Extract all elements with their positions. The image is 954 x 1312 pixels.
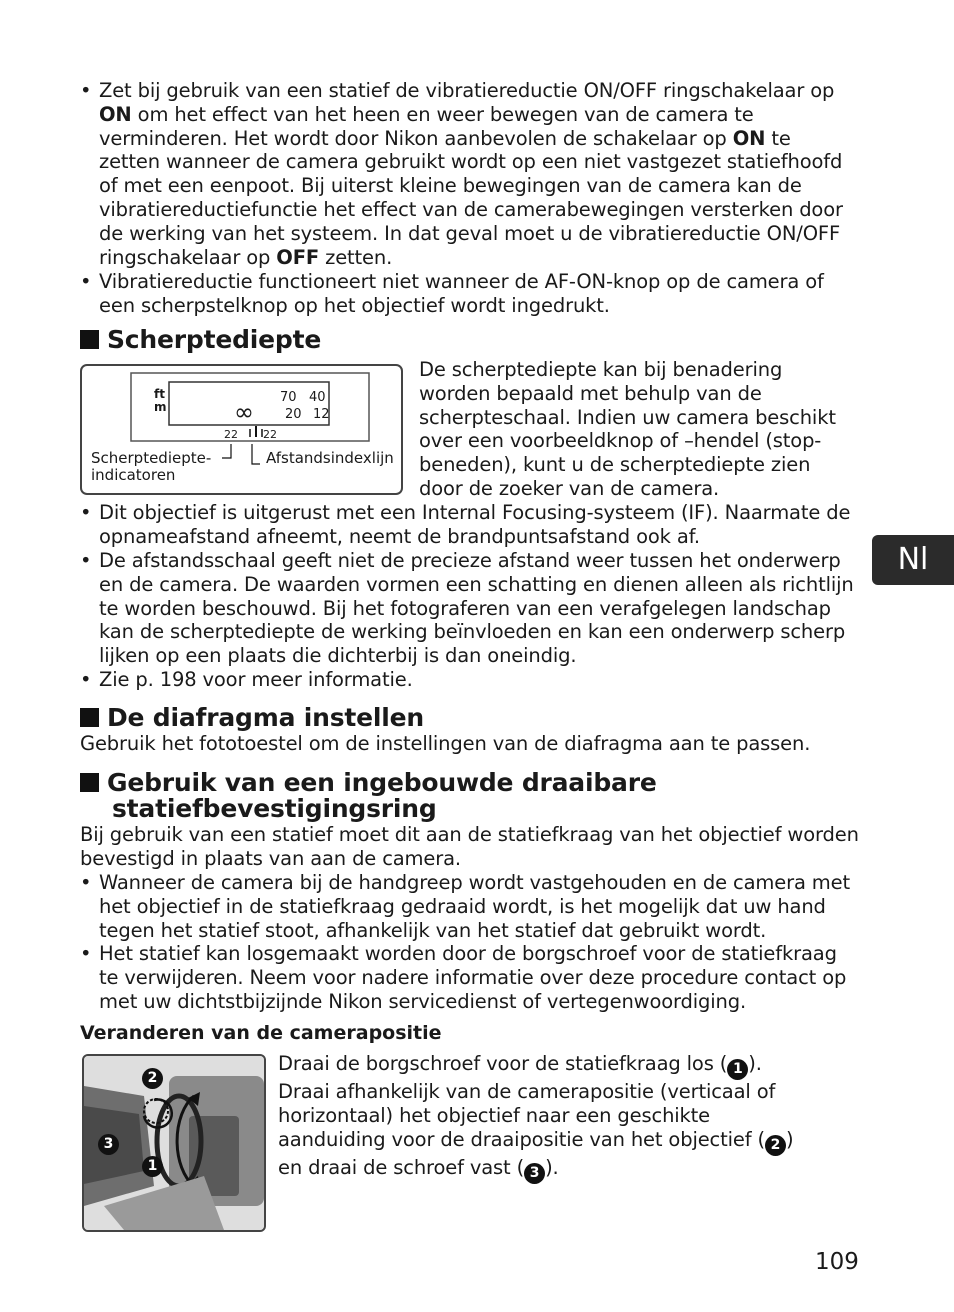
aperture-paragraph: Gebruik het fototoestel om de instellingen van de diafragma aan te passen. [80,732,811,755]
bullet-text: te zetten wanneer de camera gebruikt wordt op een niet vastgezet statiefhoofd of met een eenpoot. Bij uiterst kleine bewegingen van de camera kan de vibratiereductiefunctie het effect van de camerabewegingen versterken door de werking van het systeem. In dat geval moet u de vibratiereductie ON/OFF ringschakelaar op [99,126,843,269]
bullet-text: Zie p. 198 voor meer informatie. [99,668,413,691]
label-dof-indicators: Scherptediepte- indicatoren [91,449,212,484]
bullet-symbol: • [80,668,92,691]
bullet-text: Zet bij gebruik van een statief de vibratiereductie ON/OFF ringschakelaar op [99,79,835,102]
subheading-camera-position: Veranderen van de camerapositie [80,1022,442,1044]
unit-ft: ft [154,387,165,401]
label-distance-index: Afstandsindexlijn [266,449,394,467]
bullet-symbol: • [80,79,92,102]
dof-paragraph: De scherptediepte kan bij benadering worden bepaald met behulp van de scherpteschaal. Indien uw camera beschikt over een voorbeeldknop of –hendel (stop-beneden), kunt u de scherptediepte zien door de zoeker van de camera. [419,358,836,500]
bullet-text: Dit objectief is uitgerust met een Internal Focusing-systeem (IF). Naarmate de opnameafstand afneemt, neemt de brandpuntsafstand ook af. [99,501,851,548]
unit-m: m [154,400,167,414]
bullet-text: Het statief kan losgemaakt worden door de borgschroef voor de statiefkraag te verwijderen. Neem voor nadere informatie over deze procedure contact op met uw dichtstbijzijnde Nikon servicedienst of vertegenwoordiging. [99,942,847,1013]
list-item-distance-scale [80,549,855,668]
depth-of-field-diagram [80,364,403,495]
bullet-text: zetten. [319,245,393,269]
bullet-symbol: • [80,871,92,894]
list-item-vr-afon [80,270,855,318]
step-marker-2: 2 [142,1068,163,1089]
tripod-paragraph: Bij gebruik van een statief moet dit aan de statiefkraag van het objectief worden bevestigd in plaats van aan de camera. [80,823,859,870]
list-item-if-system [80,501,855,549]
ft-value-70: 70 [280,390,297,405]
bullet-text: Wanneer de camera bij de handgreep wordt vastgehouden en de camera met het objectief in de statiefkraag gedraaid wordt, is het mogelijk dat uw hand tegen het statief stoot, afhankelijk van het statief dat gebruikt wordt. [99,871,851,942]
camera-lens-illustration [82,1054,266,1232]
square-bullet-icon [80,330,99,349]
square-bullet-icon [80,773,99,792]
bullet-symbol: • [80,270,92,293]
bullet-text: om het effect van het heen en weer bewegen van de camera te verminderen. Het wordt door Nikon aanbevolen de schakelaar op [99,102,754,150]
callout-line-index [252,444,260,464]
callout-line-dof [222,444,231,458]
list-item-remove-tripod [80,942,855,1013]
step-marker-inline-1: 1 [727,1059,748,1080]
aperture-scale-right: 22 [263,428,277,441]
page-number: 109 [815,1249,859,1275]
bullet-symbol: • [80,549,92,572]
infinity-symbol: ∞ [234,398,254,426]
ft-value-40: 40 [309,390,326,405]
language-tab: Nl [872,535,954,585]
bullet-text: De afstandsschaal geeft niet de precieze afstand weer tussen het onderwerp en de camera. De waarden vormen een schatting en dienen alleen als richtlijn te worden beschouwd. Bij het fotograferen van een verafgelegen landschap kan de scherptediepte de werking beïnvloeden en kan een onderwerp scherp lijken op een plaats die dichterbij is dan oneindig. [99,549,854,668]
aperture-scale-left: 22 [224,428,238,441]
instruction-text: Draai de borgschroef voor de statiefkraag los ( 1 ). Draai afhankelijk van de camerapositie (verticaal of horizontaal) het objectief naar een geschikte aanduiding voor de draaipositie van het objectief ( 2 ) en draai de schroef vast ( 3 ). [278,1052,838,1184]
list-item-hand-grip [80,871,855,942]
bullet-symbol: • [80,501,92,524]
step-marker-inline-2: 2 [765,1135,786,1156]
emphasis-on: ON [732,126,766,150]
bullet-text: Vibratiereductie functioneert niet wanneer de AF-ON-knop op de camera of een scherpstelknop op het objectief wordt ingedrukt. [99,270,824,317]
step-marker-1: 1 [142,1156,163,1177]
emphasis-on: ON [99,102,132,126]
unit-labels [154,388,167,414]
list-item-vr-tripod [80,79,855,269]
bullet-symbol: • [80,942,92,965]
emphasis-off: OFF [276,245,320,269]
m-value-12: 12 [313,407,330,422]
step-marker-inline-3: 3 [524,1163,545,1184]
section-heading-tripod-ring: Gebruik van een ingebouwde draaibare statiefbevestigingsring [80,770,657,822]
step-marker-3: 3 [98,1134,119,1155]
section-heading-depth-of-field: Scherptediepte [80,327,321,353]
m-value-20: 20 [285,407,302,422]
list-item-more-info [80,668,855,692]
square-bullet-icon [80,708,99,727]
section-heading-aperture: De diafragma instellen [80,705,424,731]
